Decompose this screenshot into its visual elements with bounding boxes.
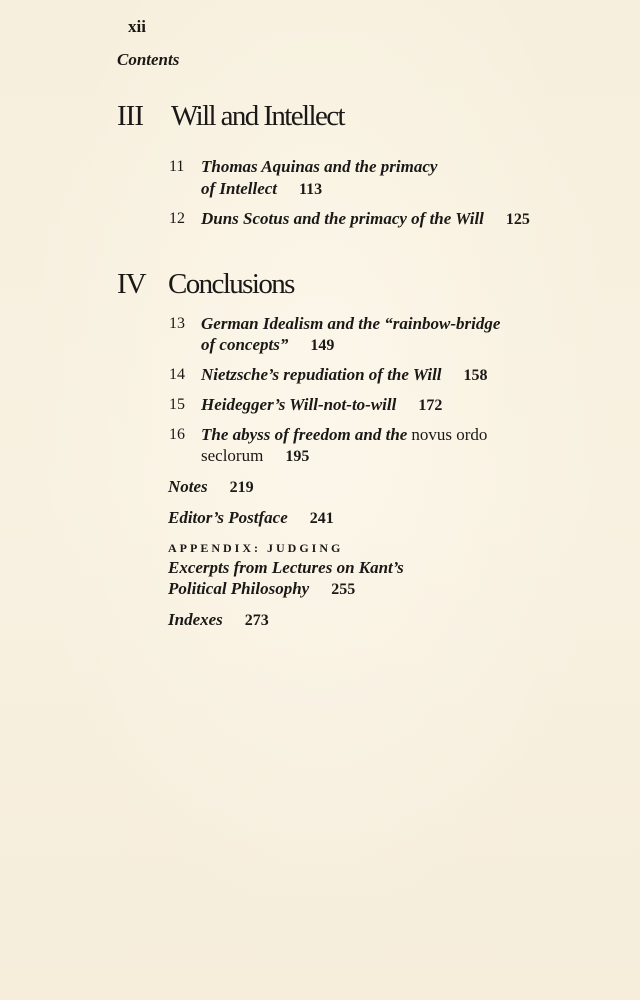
chapter-entry-line — [201, 425, 487, 445]
chapter-entry-line — [201, 395, 442, 415]
chapter-number: 12 — [169, 210, 185, 227]
chapter-title: German Idealism and the “rainbow-bridge — [201, 314, 501, 333]
part-title: Conclusions — [168, 268, 294, 300]
chapter-title: Thomas Aquinas and the primacy — [201, 157, 438, 176]
page-number: 219 — [229, 479, 254, 496]
chapter-number: 13 — [169, 315, 185, 332]
entry-title: Editor’s Postface — [168, 508, 288, 527]
page-number: 125 — [505, 211, 530, 228]
page-number: 113 — [299, 181, 323, 198]
chapter-number: 16 — [169, 426, 185, 443]
part-numeral: IV — [117, 268, 146, 300]
chapter-number: 14 — [169, 366, 185, 383]
chapter-entry-line — [201, 335, 334, 355]
chapter-number: 11 — [169, 158, 185, 175]
entry-title: Indexes — [168, 610, 223, 629]
chapter-entry-line — [201, 446, 309, 466]
postface-entry — [168, 508, 334, 528]
chapter-title: Duns Scotus and the primacy of the Will — [201, 209, 484, 228]
page-number: 172 — [418, 397, 443, 414]
chapter-entry-line — [201, 179, 322, 199]
chapter-entry-line — [201, 209, 530, 229]
page-number: 195 — [285, 448, 310, 465]
indexes-entry — [168, 610, 269, 630]
chapter-title: of Intellect — [201, 179, 278, 198]
chapter-title: of concepts” — [201, 335, 289, 354]
appendix-label: APPENDIX: JUDGING — [168, 541, 344, 555]
chapter-number: 15 — [169, 396, 185, 413]
appendix-entry-line — [168, 579, 355, 599]
chapter-title: The abyss of freedom and the — [201, 425, 408, 444]
page-folio: xii — [128, 17, 146, 36]
chapter-title-latin: novus ordo — [411, 425, 488, 444]
part-numeral: III — [117, 100, 143, 132]
page-number: 255 — [331, 581, 356, 598]
appendix-title: Excerpts from Lectures on Kant’s — [168, 558, 404, 577]
chapter-title: Nietzsche’s repudiation of the Will — [201, 365, 442, 384]
entry-title: Notes — [168, 477, 208, 496]
chapter-entry-line — [201, 365, 488, 385]
notes-entry — [168, 477, 254, 497]
page-number: 273 — [244, 612, 269, 629]
page-number: 149 — [310, 337, 335, 354]
part-title: Will and Intellect — [171, 100, 344, 132]
running-head: Contents — [117, 50, 180, 69]
chapter-title: Heidegger’s Will-not-to-will — [201, 395, 397, 414]
page-number: 241 — [309, 510, 334, 527]
appendix-title: Political Philosophy — [168, 579, 310, 598]
page-number: 158 — [463, 367, 488, 384]
chapter-title-latin: seclorum — [201, 446, 264, 465]
